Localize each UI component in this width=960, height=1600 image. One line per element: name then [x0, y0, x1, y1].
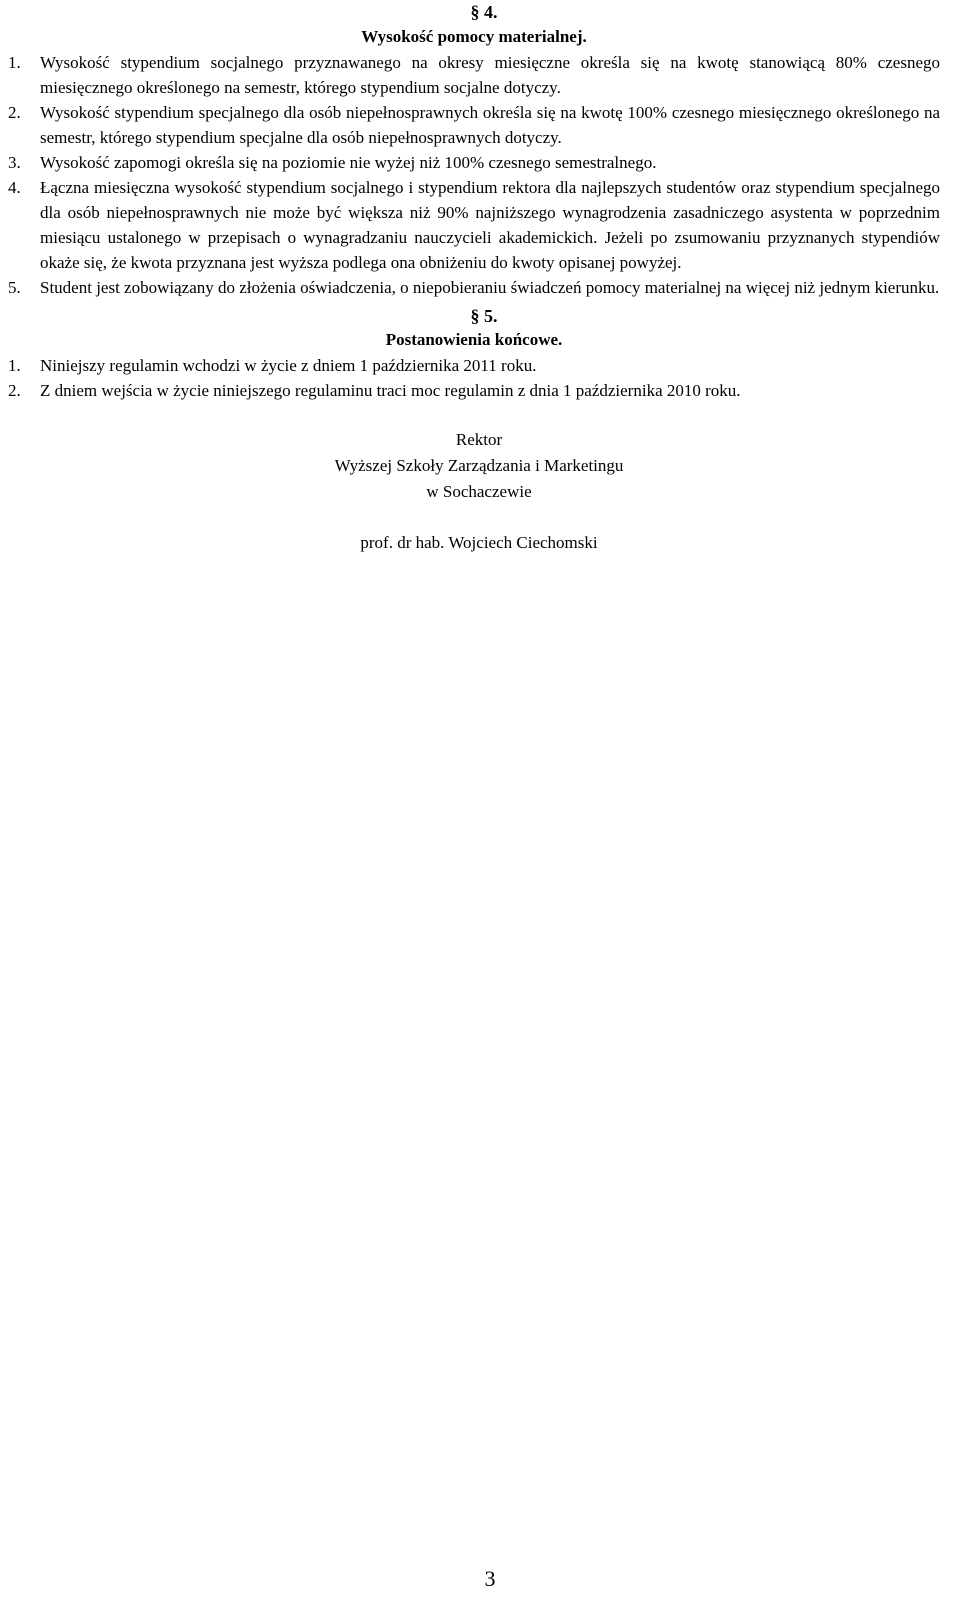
- section-4-number: § 4.: [470, 2, 498, 22]
- item-number: 2.: [8, 381, 21, 400]
- item-text: Łączna miesięczna wysokość stypendium socjalnego i stypendium rektora dla najlepszych studentów oraz stypendium specjalnego dla osób niepełnosprawnych nie może być większa niż 90% najniższego wynagrodzenia zasadniczego asystenta w poprzednim miesiącu ustalonego w przepisach o wynagradzaniu nauczycieli akademickich. Jeżeli po zsumowaniu przyznanych stypendiów okaże się, że kwota przyznana jest wyższa podlega ona obniżeniu do kwoty opisanej powyżej.: [40, 178, 940, 272]
- signer-name: prof. dr hab. Wojciech Ciechomski: [360, 533, 598, 552]
- item-text: Niniejszy regulamin wchodzi w życie z dniem 1 października 2011 roku.: [40, 356, 537, 375]
- list-item: [8, 100, 940, 150]
- section-4-list: [8, 50, 940, 300]
- item-text: Wysokość stypendium socjalnego przyznawanego na okresy miesięczne określa się na kwotę stanowiącą 80% czesnego miesięcznego określonego na semestr, którego stypendium socjalne dotyczy.: [40, 53, 940, 97]
- item-number: 5.: [8, 278, 21, 297]
- list-item: [8, 275, 940, 300]
- item-text: Z dniem wejścia w życie niniejszego regulaminu traci moc regulamin z dnia 1 października 2010 roku.: [40, 381, 741, 400]
- item-number: 1.: [8, 53, 21, 72]
- item-number: 1.: [8, 356, 21, 375]
- list-item: [8, 175, 940, 275]
- list-item: [8, 378, 940, 403]
- item-number: 4.: [8, 178, 21, 197]
- section-5-number: § 5.: [470, 306, 498, 326]
- signature-location: w Sochaczewie: [426, 482, 532, 501]
- item-number: 2.: [8, 103, 21, 122]
- section-4-title: Wysokość pomocy materialnej.: [361, 27, 587, 46]
- signature-block: [8, 427, 940, 505]
- section-5-title: Postanowienia końcowe.: [385, 330, 563, 349]
- list-item: [8, 50, 940, 100]
- document-page: [8, 0, 940, 555]
- item-number: 3.: [8, 153, 21, 172]
- signature-title: Rektor: [455, 430, 503, 449]
- list-item: [8, 353, 940, 378]
- signature-institution: Wyższej Szkoły Zarządzania i Marketingu: [334, 456, 624, 475]
- item-text: Student jest zobowiązany do złożenia oświadczenia, o niepobieraniu świadczeń pomocy materialnej na więcej niż jednym kierunku.: [40, 278, 940, 297]
- item-text: Wysokość zapomogi określa się na poziomie nie wyżej niż 100% czesnego semestralnego.: [40, 153, 657, 172]
- list-item: [8, 150, 940, 175]
- section-5-list: [8, 353, 940, 403]
- item-text: Wysokość stypendium specjalnego dla osób niepełnosprawnych określa się na kwotę 100% czesnego miesięcznego określonego na semestr, którego stypendium specjalne dla osób niepełnosprawnych dotyczy.: [40, 103, 940, 147]
- page-number: 3: [484, 1566, 496, 1591]
